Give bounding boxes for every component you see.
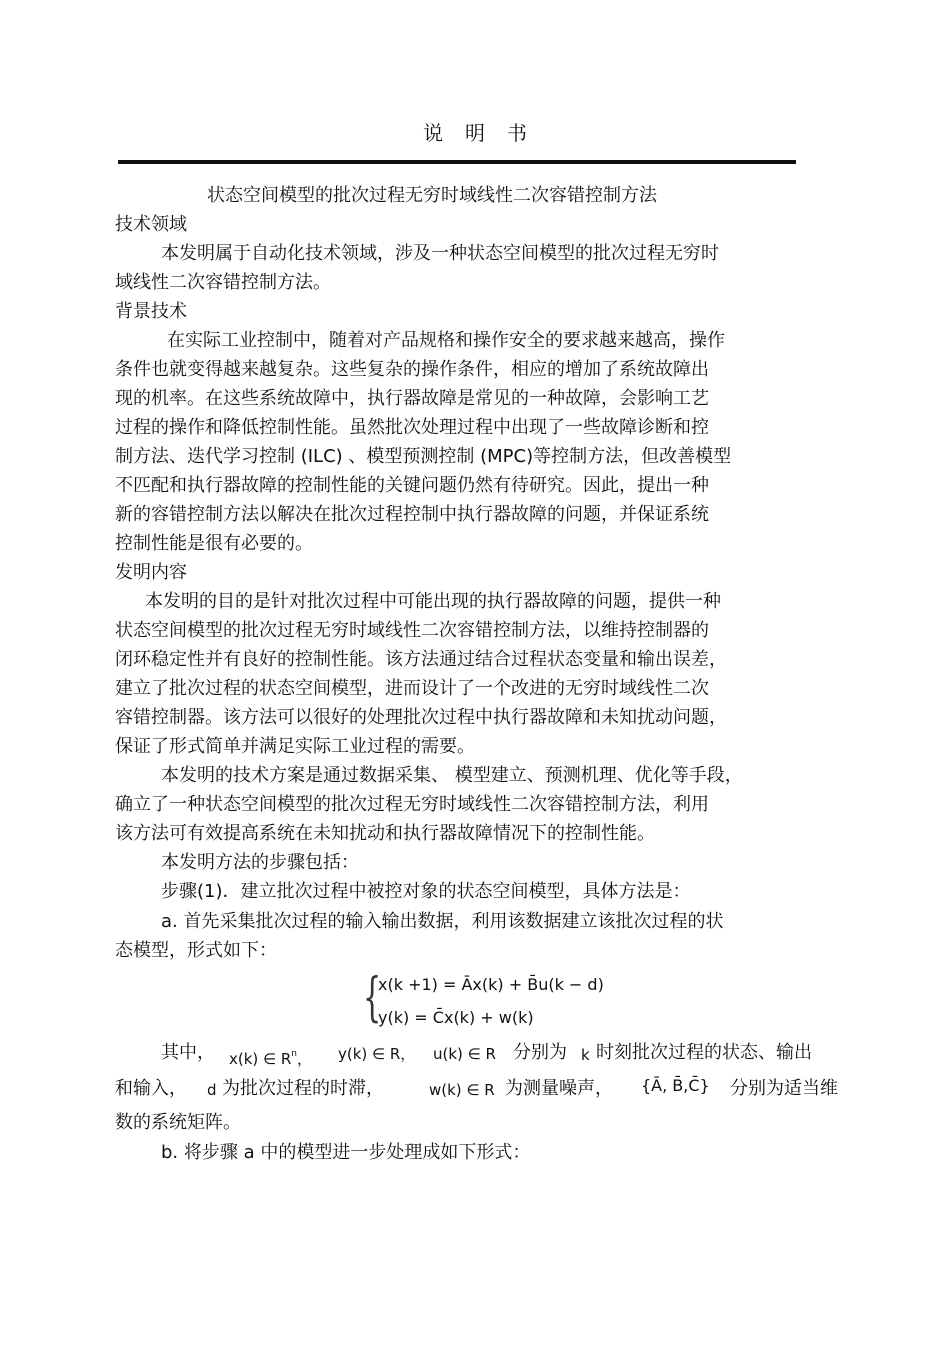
paragraph-line: 本发明的技术方案是通过数据采集、 模型建立、预测机理、优化等手段， [161, 765, 743, 786]
var-w: w(k) ∈ R [429, 1081, 495, 1099]
paragraph-line: 域线性二次容错控制方法。 [115, 272, 331, 293]
paragraph-line: 条件也就变得越来越复杂。这些复杂的操作条件，相应的增加了系统故障出 [115, 359, 709, 380]
paragraph-line: 数的系统矩阵。 [115, 1112, 241, 1133]
matrices-tail: 分别为适当维 [730, 1078, 838, 1099]
where-prefix: 其中， [161, 1042, 215, 1063]
paragraph-line: 确立了一种状态空间模型的批次过程无穷时域线性二次容错控制方法，利用 [115, 794, 709, 815]
paragraph-line: 过程的操作和降低控制性能。虽然批次处理过程中出现了一些故障诊断和控 [115, 417, 709, 438]
paragraph-line: 不匹配和执行器故障的控制性能的关键问题仍然有待研究。因此，提出一种 [115, 475, 709, 496]
noise-text: 为测量噪声， [505, 1078, 613, 1099]
var-u: u(k) ∈ R [433, 1045, 496, 1063]
paragraph-line: 本发明属于自动化技术领域，涉及一种状态空间模型的批次过程无穷时 [161, 243, 719, 264]
paragraph-line: 态模型，形式如下： [115, 940, 277, 961]
state-equation: x(k +1) = Āx(k) + B̄u(k − d) [378, 975, 604, 994]
heading-tech-field: 技术领域 [115, 214, 187, 235]
title-rule [118, 160, 796, 164]
paragraph-line: 保证了形式简单并满足实际工业过程的需要。 [115, 736, 475, 757]
var-k: k [581, 1046, 590, 1064]
paragraph-line: a. 首先采集批次过程的输入输出数据，利用该数据建立该批次过程的状 [161, 911, 724, 932]
document-title: 说明书 [423, 121, 549, 145]
heading-background: 背景技术 [115, 301, 187, 322]
invention-title: 状态空间模型的批次过程无穷时域线性二次容错控制方法 [207, 185, 657, 206]
paragraph-line: 建立了批次过程的状态空间模型，进而设计了一个改进的无穷时域线性二次 [115, 678, 709, 699]
paragraph-line: 本发明方法的步骤包括： [161, 852, 359, 873]
paragraph-line: 状态空间模型的批次过程无穷时域线性二次容错控制方法，以维持控制器的 [115, 620, 709, 641]
and-input: 和输入， [115, 1078, 187, 1099]
var-d: d [207, 1081, 217, 1099]
paragraph-line: 现的机率。在这些系统故障中，执行器故障是常见的一种故障，会影响工艺 [115, 388, 709, 409]
paragraph-line: 新的容错控制方法以解决在批次过程控制中执行器故障的问题，并保证系统 [115, 504, 709, 525]
paragraph-line: 本发明的目的是针对批次过程中可能出现的执行器故障的问题，提供一种 [145, 591, 721, 612]
paragraph-line: 该方法可有效提高系统在未知扰动和执行器故障情况下的控制性能。 [115, 823, 655, 844]
output-equation: y(k) = C̄x(k) + w(k) [378, 1008, 534, 1027]
paragraph-line: 制方法、迭代学习控制 (ILC) 、模型预测控制 (MPC)等控制方法，但改善模型 [115, 446, 732, 467]
equation-brace: { [363, 968, 382, 1028]
var-x: x(k) ∈ $R^n$， [229, 1049, 313, 1068]
var-y: y(k) ∈ R， [338, 1045, 416, 1063]
where-respectively: 分别为 [513, 1042, 567, 1063]
paragraph-line: 控制性能是很有必要的。 [115, 533, 313, 554]
heading-invention: 发明内容 [115, 562, 187, 583]
paragraph-line: 容错控制器。该方法可以很好的处理批次过程中执行器故障和未知扰动问题， [115, 707, 727, 728]
system-matrices: {Ā, B̄,C̄} [641, 1076, 710, 1095]
step-b-line: b. 将步骤 a 中的模型进一步处理成如下形式： [161, 1142, 531, 1163]
paragraph-line: 闭环稳定性并有良好的控制性能。该方法通过结合过程状态变量和输出误差， [115, 649, 727, 670]
paragraph-line: 在实际工业控制中，随着对产品规格和操作安全的要求越来越高，操作 [167, 330, 725, 351]
where-tail: 时刻批次过程的状态、输出 [596, 1042, 812, 1063]
delay-text: 为批次过程的时滞， [222, 1078, 384, 1099]
step-1-line: 步骤(1)．建立批次过程中被控对象的状态空间模型，具体方法是： [161, 881, 691, 902]
